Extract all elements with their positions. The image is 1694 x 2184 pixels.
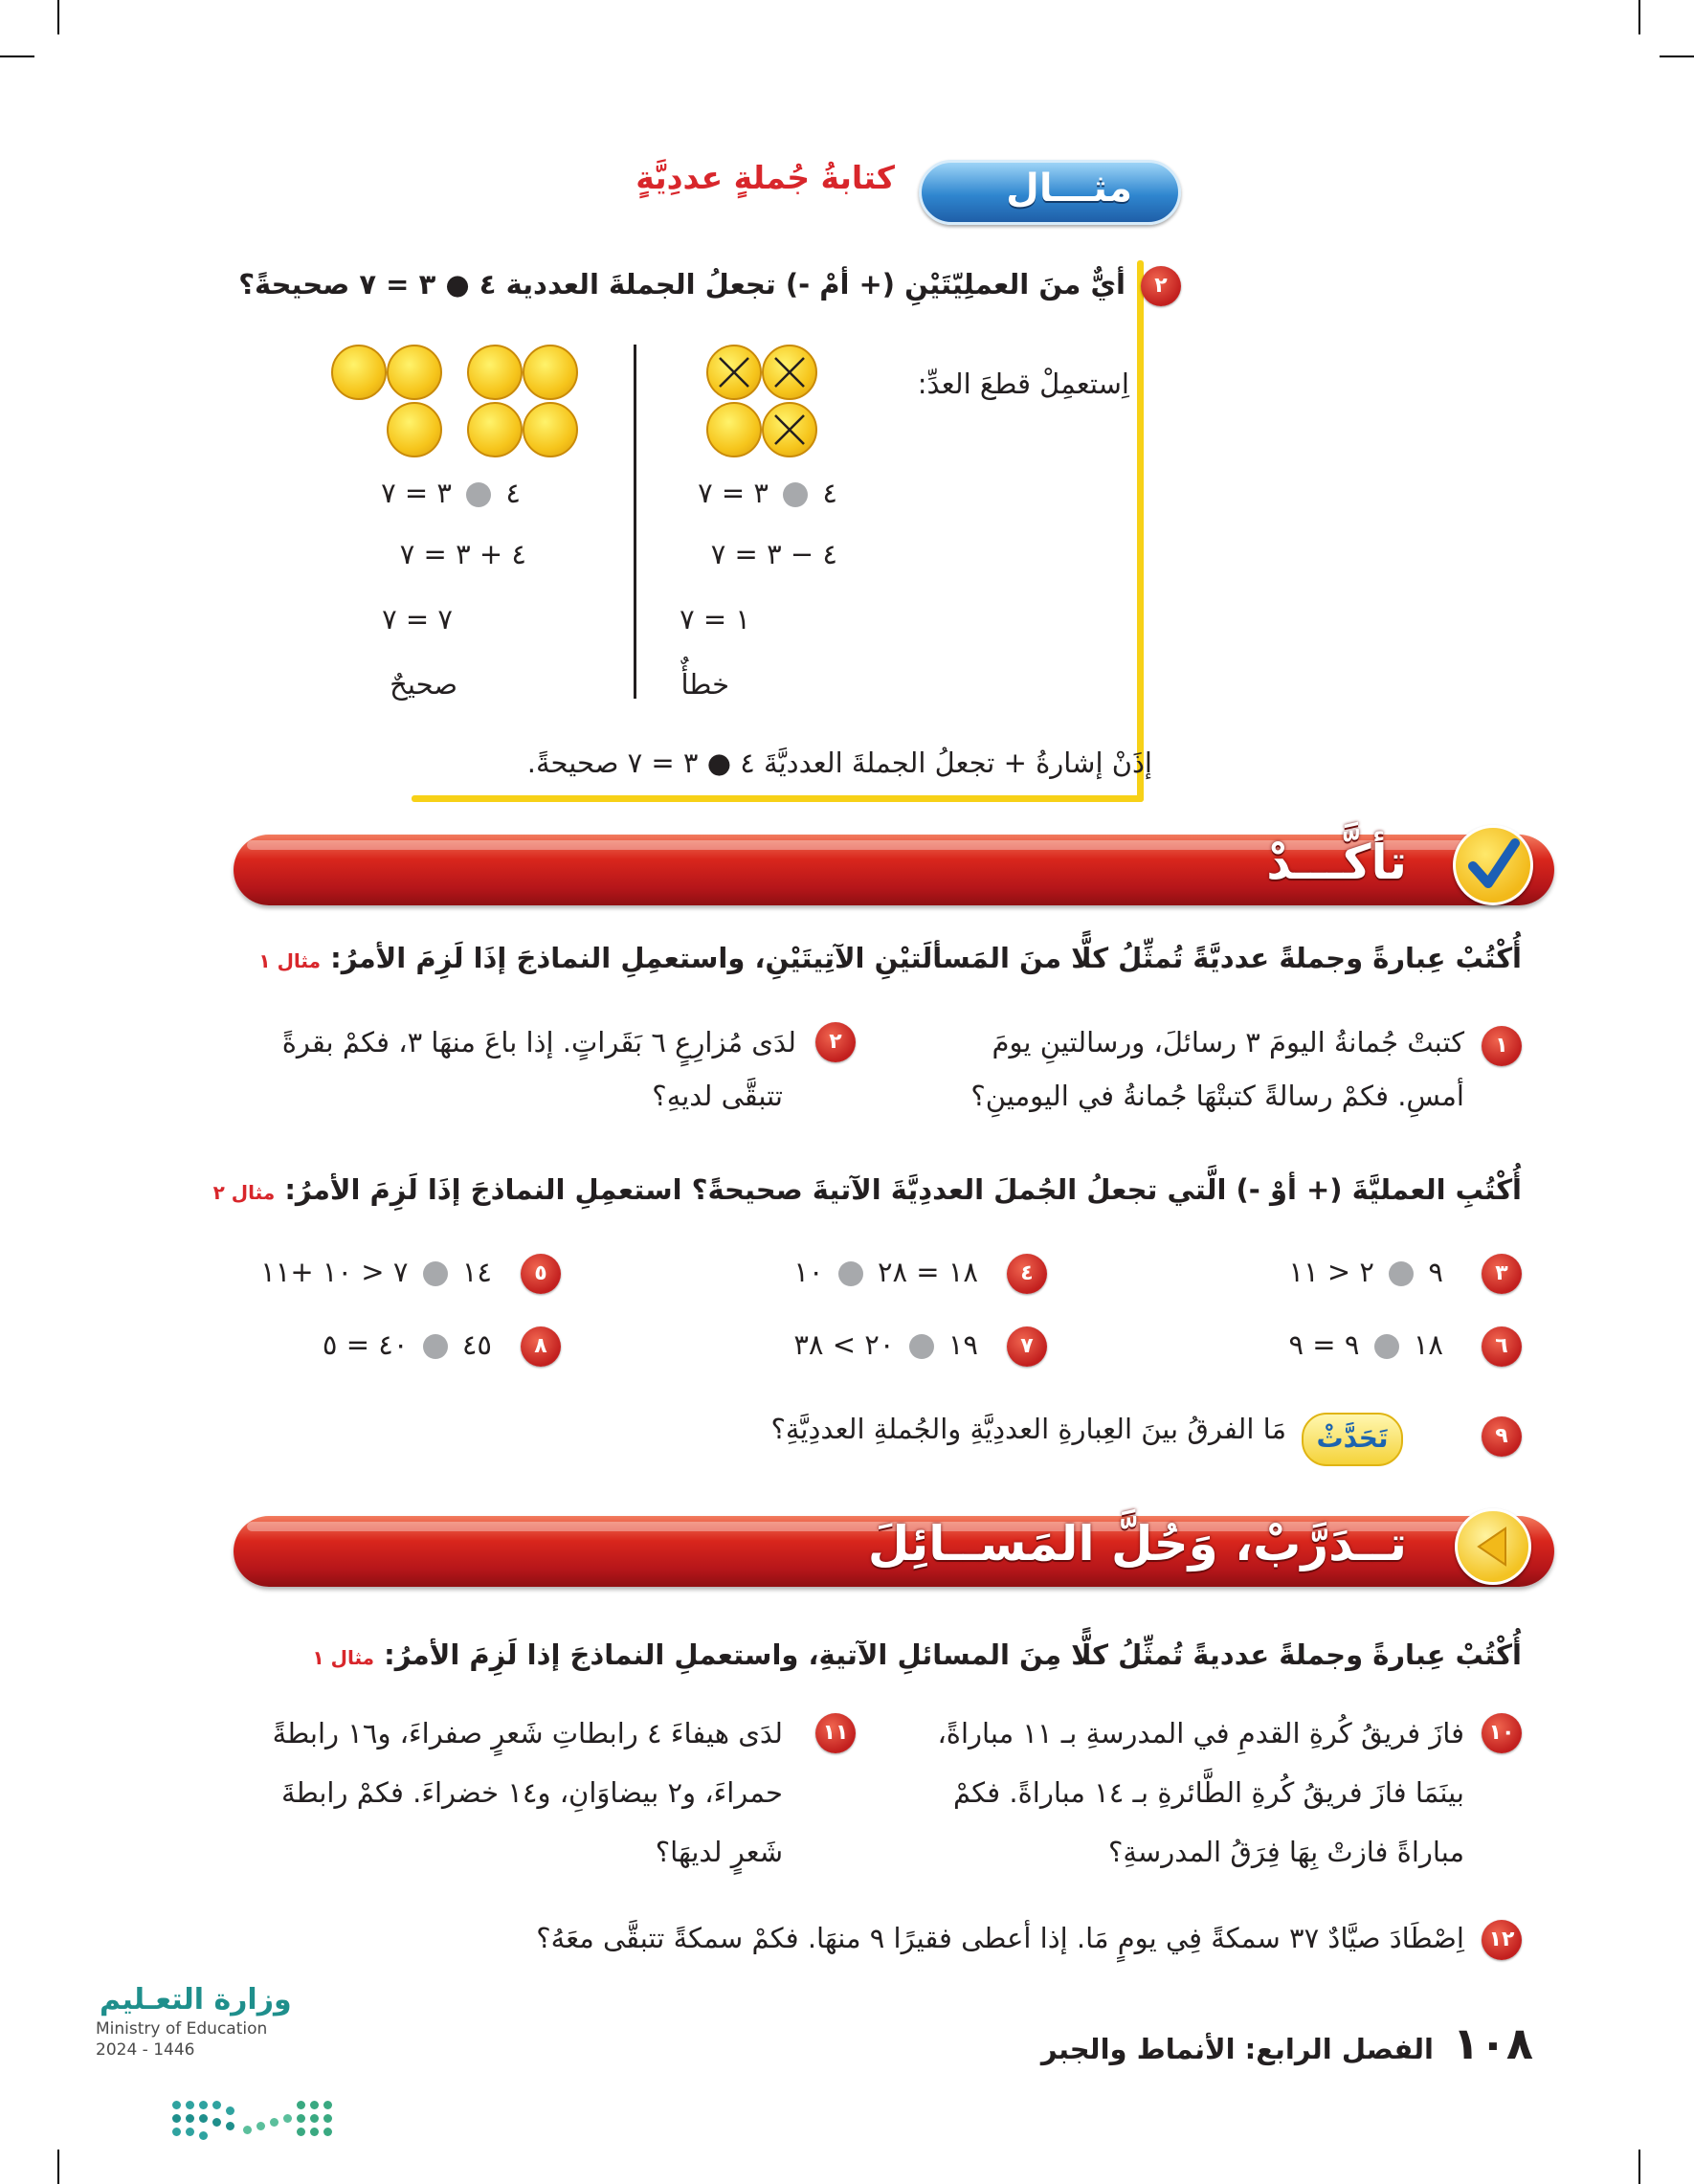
- counter-crossed: [762, 345, 817, 400]
- problem-number-badge: ١١: [815, 1713, 856, 1753]
- operation-dot: [466, 482, 491, 507]
- crop-mark: [1660, 56, 1694, 57]
- check-instruction-2: أُكْتُبِ العمليَّةَ (+ أوْ -) الَّتي تجعلُ الجُملَ العددِيَّةَ الآتيةَ صحيحةً؟ استعمِلِ النماذجَ إذَا لَزِمَ الأمرُ: مثال ٢: [212, 1173, 1522, 1206]
- exercise-number-badge: ٤: [1007, 1254, 1047, 1294]
- solution-divider: [634, 345, 636, 699]
- problem-1-line-1: كتبتْ جُمانةُ اليومَ ٣ رسائلَ، ورسالتينِ يومَ: [992, 1026, 1464, 1059]
- exercise-7: ١٩ ٢٠ > ٣٨: [793, 1328, 978, 1361]
- counter: [706, 402, 762, 457]
- problem-11-line: شَعرٍ لديهَا؟: [655, 1836, 783, 1868]
- counter: [387, 402, 442, 457]
- think-question: مَا الفرقُ بينَ العِبارةِ العددِيَّةِ والجُملةِ العددِيَّةِ؟: [770, 1413, 1286, 1445]
- ministry-name-en: Ministry of Education: [96, 2019, 268, 2039]
- problem-number-badge: ٢: [815, 1022, 856, 1062]
- exercise-4: ١٨ = ٢٨ ١٠: [793, 1256, 978, 1288]
- footer-chapter: [1041, 2033, 1434, 2065]
- problem-number-badge: ١: [1482, 1026, 1522, 1066]
- left-step: ٧ = ٧: [382, 603, 453, 635]
- chapter-label: الفصل الرابع:: [1244, 2033, 1434, 2065]
- exercise-number-badge: ٦: [1482, 1326, 1522, 1367]
- check-circle: [1453, 825, 1533, 905]
- left-step: ٤ + ٣ = ٧: [399, 538, 526, 570]
- problem-2-line-2: تتبقَّى لديهِ؟: [652, 1080, 783, 1112]
- example-label-pill: [919, 160, 1181, 225]
- exercise-number-badge: ٥: [521, 1254, 561, 1294]
- example-frame-bottom: [412, 795, 1144, 802]
- check-instruction-1: أُكْتُبْ عِبارةً وجملةً عدديَّةً تُمثِّلُ كلًّا منَ المَسألَتيْنِ الآتِيتَيْنِ، واستعمِلِ النماذجَ إذَا لَزِمَ الأمرُ: مثال ١: [258, 942, 1522, 974]
- example-label: مثـــال: [1006, 167, 1132, 211]
- problem-11-line: حمراءَ، و٢ بيضاوَانِ، و١٤ خضراءَ. فكمْ رابطةَ: [281, 1776, 783, 1809]
- problem-number-badge: ١٢: [1482, 1920, 1522, 1960]
- right-step-verdict: خطأٌ: [680, 668, 729, 701]
- exercise-number-badge: ٣: [1482, 1254, 1522, 1294]
- exercise-number-badge: ٧: [1007, 1326, 1047, 1367]
- operation-dot: [783, 482, 808, 507]
- counter: [523, 402, 578, 457]
- problem-10-line: فازَ فريقُ كُرةِ القدمِ في المدرسةِ بـ ١١ مباراةً،: [937, 1717, 1464, 1749]
- use-counters-label: اِستعمِلْ قطعَ العدِّ:: [917, 368, 1129, 400]
- right-step: ٤ − ٣ = ٧: [710, 538, 837, 570]
- think-label: تَحَدَّثْ: [1302, 1413, 1403, 1466]
- counter: [523, 345, 578, 400]
- example-reference: مثال ١: [258, 949, 321, 972]
- exercise-8: ٤٥ ٤٠ = ٥: [322, 1328, 492, 1361]
- checkmark-icon: [1456, 828, 1530, 903]
- think-number-badge: ٩: [1482, 1416, 1522, 1457]
- problem-2-line-1: لدَى مُزارِعٍ ٦ بَقَراتٍ. إذا باعَ منهَا ٣، فكمْ بقرةً: [281, 1026, 796, 1059]
- crop-mark: [57, 0, 59, 34]
- exercise-5: ١٤ ٧ < ١٠ +١١: [260, 1256, 492, 1288]
- example-number-badge: ٢: [1141, 266, 1181, 306]
- crop-mark: [57, 2150, 59, 2184]
- ministry-name-ar-visible: وزارة التعـليم: [100, 1983, 292, 2017]
- example-conclusion: إذَنْ إشارةُ + تجعلُ الجملةَ العدديَّةَ ٤ ● ٣ = ٧ صحيحةً.: [526, 747, 1152, 779]
- counter: [467, 402, 523, 457]
- exercise-number-badge: ٨: [521, 1326, 561, 1367]
- check-banner-title: تأكَّـــدْ: [1266, 835, 1407, 890]
- left-step-verdict: صحيحٌ: [390, 668, 457, 701]
- counter: [467, 345, 523, 400]
- problem-10-line: مباراةً فازتْ بِهَا فِرَقُ المدرسةِ؟: [1107, 1836, 1464, 1868]
- problem-10-line: بينَمَا فازَ فريقُ كُرةِ الطَّائرةِ بـ ١٤ مباراةً. فكمْ: [952, 1776, 1464, 1809]
- counter: [387, 345, 442, 400]
- right-step: ٤ ٣ = ٧: [698, 477, 837, 509]
- practice-circle: [1455, 1508, 1531, 1585]
- play-triangle-icon: [1458, 1511, 1528, 1582]
- example-question: أيٌّ منَ العملِيّتَيْنِ (+ أمْ -) تجعلُ الجملةَ العددية ٤ ● ٣ = ٧ صحيحةً؟: [238, 268, 1126, 301]
- example-reference: مثال ١: [312, 1646, 375, 1669]
- problem-number-badge: ١٠: [1482, 1713, 1522, 1753]
- counter-crossed: [706, 345, 762, 400]
- example-reference: مثال ٢: [212, 1181, 276, 1204]
- chapter-topic: الأنماط والجبر: [1040, 2033, 1236, 2065]
- example-frame-right: [1137, 260, 1144, 802]
- counter-crossed: [762, 402, 817, 457]
- edition-year: 2024 - 1446: [96, 2040, 195, 2060]
- exercise-6: ١٨ ٩ = ٩: [1288, 1328, 1443, 1361]
- exercise-3: ٩ ٢ < ١١: [1288, 1256, 1443, 1288]
- crop-mark: [0, 56, 34, 57]
- practice-instruction: أُكْتُبْ عِبارةً وجملةً عدديةً تُمثِّلُ كلًّا مِنَ المسائلِ الآتيةِ، واستعملِ النماذجَ إذا لَزِمَ الأمرُ: مثال ١: [312, 1638, 1522, 1671]
- counter: [331, 345, 387, 400]
- example-title: كتابةُ جُملةٍ عددِيَّةٍ: [635, 159, 895, 196]
- practice-banner-title: تــدَرَّبْ، وَحُلَّ المَســائِلَ: [867, 1516, 1407, 1571]
- problem-1-line-2: أمسِ. فكمْ رسالةً كتبتْهَا جُمانةُ في اليومينِ؟: [970, 1080, 1464, 1112]
- left-step: ٤ ٣ = ٧: [381, 477, 521, 509]
- crop-mark: [1638, 2150, 1640, 2184]
- problem-11-line: لدَى هيفاءَ ٤ رابطاتِ شَعرٍ صفراءَ، و١٦ رابطةً: [272, 1717, 783, 1749]
- right-step: ١ = ٧: [680, 603, 750, 635]
- crop-mark: [1638, 0, 1640, 34]
- problem-12-line: اِصْطَادَ صيَّادٌ ٣٧ سمكةً فِي يومٍ مَا. إذا أعطى فقيرًا ٩ منهَا. فكمْ سمكةً تتبقَّى معَهُ؟: [536, 1922, 1464, 1954]
- page-number: ١٠٨: [1452, 2017, 1533, 2069]
